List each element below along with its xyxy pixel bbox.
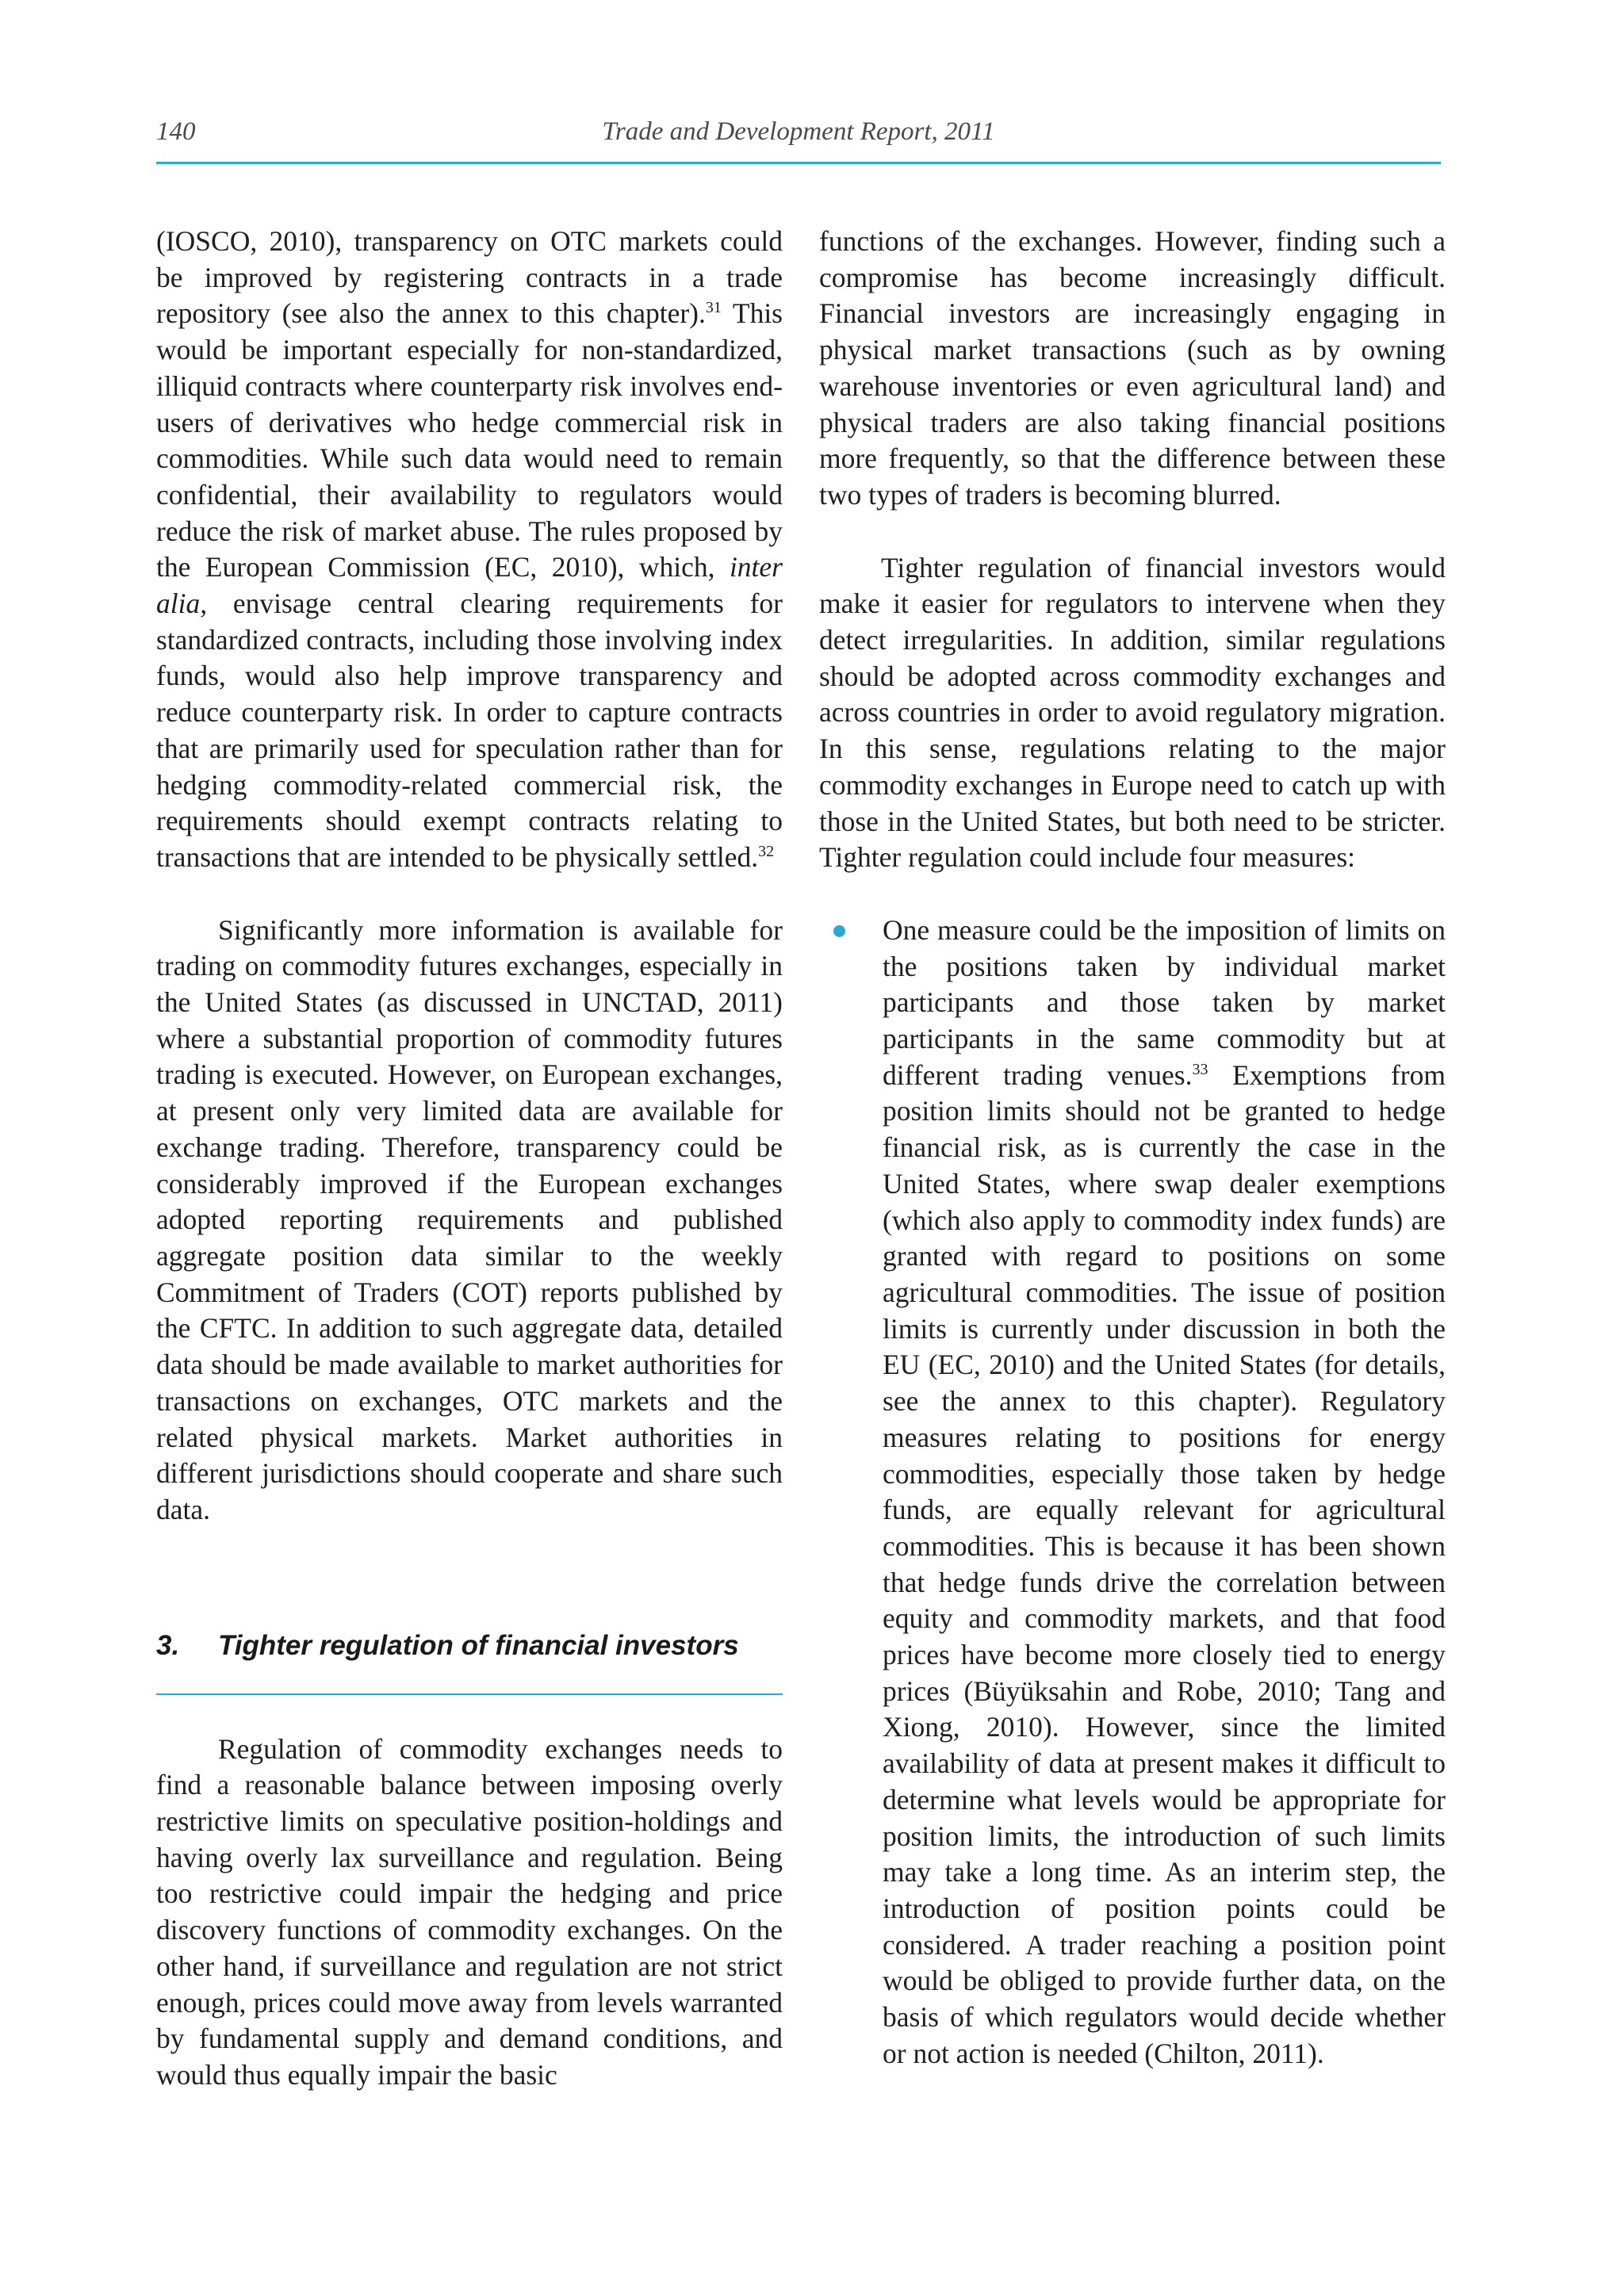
left-column — [156, 224, 783, 2094]
section-number: 3. — [156, 1629, 180, 1661]
footnote-ref-32[interactable]: 32 — [758, 843, 775, 861]
bullet-item-position-limits — [819, 913, 1446, 2072]
paragraph-futures-exchanges: Significantly more information is available for trading on commodity futures exchanges, especially in the United States (as discussed in UNCTAD, 2011) where a substantial proportion of commodity futures trading is executed. However, on European exchanges, at present only very limited data are available for exchange trading. Therefore, transparency could be considerably improved if the European exchanges adopted reporting requirements and published aggregate position data similar to the weekly Commitment of Traders (COT) reports published by the CFTC. In addition to such aggregate data, detailed data should be made available to market authorities for transactions on exchanges, OTC markets and the related physical markets. Market authorities in different jurisdictions should cooperate and share such data. — [156, 913, 783, 1525]
page-number: 140 — [156, 117, 196, 146]
section-title: Tighter regulation of financial investors — [218, 1629, 739, 1661]
right-column — [819, 224, 1446, 2072]
paragraph-regulation-balance: Regulation of commodity exchanges needs to find a reasonable balance between imposing overly restrictive limits on speculative position-holdings and having overly lax surveillance and regulation. Being too restrictive could impair the hedging and price discovery functions of commodity exchanges. On the other hand, if surveillance and regulation are not strict enough, prices could move away from levels warranted by fundamental supply and demand conditions, and would thus equally impair the basic — [156, 1732, 783, 2091]
bullet-text: One measure could be the imposition of limits on the positions taken by individual market participants and those taken by market participants in the same commodity but at different trading venues.$^{33}$ Exemptions from position limits should not be granted to hedge financial risk, as is currently the case in the United States, where swap dealer exemptions (which also apply to commodity index funds) are granted with regard to positions on some agricultural commodities. The issue of position limits is currently under discussion in both the EU (EC, 2010) and the United States (for details, see the annex to this chapter). Regulatory measures relating to positions for energy commodities, especially those taken by hedge funds, are equally relevant for agricultural commodities. This is because it has been shown that hedge funds drive the correlation between equity and commodity markets, and that food prices have become more closely tied to energy prices (Büyüksahin and Robe, 2010; Tang and Xiong, 2010). However, since the limited availability of data at present makes it difficult to determine what levels would be appropriate for position limits, the introduction of such limits may take a long time. As an interim step, the introduction of position points could be considered. A trader reaching a position point would be obliged to provide further data, on the basis of which regulators would decide whether or not action is needed (Chilton, 2011). — [883, 913, 1446, 2069]
page-header — [156, 113, 1441, 164]
footnote-ref-33[interactable]: 33 — [1192, 1060, 1208, 1078]
running-title: Trade and Development Report, 2011 — [602, 117, 995, 146]
bullet-icon — [833, 925, 845, 937]
paragraph-iosco: (IOSCO, 2010), transparency on OTC markets could be improved by registering contracts in a trade repository (see also the annex to this chapter).$^{31}$ This would be important especially for non-standardized, illiquid contracts where counterparty risk involves end-users of derivatives who hedge commercial risk in commodities. While such data would need to remain confidential, their availability to regulators would reduce the risk of market abuse. The rules proposed by the European Commission (EC, 2010), which, inter alia, envisage central clearing requirements for standardized contracts, including those involving index funds, would also help improve transparency and reduce counterparty risk. In order to capture contracts that are primarily used for speculation rather than for hedging commodity-related commercial risk, the requirements should exempt contracts relating to transactions that are intended to be physically settled.$^{32}$ — [156, 225, 783, 873]
footnote-ref-31[interactable]: 31 — [705, 299, 722, 317]
paragraph-exchange-functions: functions of the exchanges. However, finding such a compromise has become increasingly difficult. Financial investors are increasingly engaging in physical market transactions (such as by owning warehouse inventories or even agricultural land) and physical traders are also taking financial positions more frequently, so that the difference between these two types of traders is becoming blurred. — [819, 225, 1446, 511]
section-heading — [156, 1630, 783, 1695]
italic-phrase: inter alia, — [156, 551, 783, 620]
paragraph-tighter-regulation: Tighter regulation of financial investors would make it easier for regulators to intervene when they detect irregularities. In addition, similar regulations should be adopted across commodity exchanges and across countries in order to avoid regulatory migration. In this sense, regulations relating to the major commodity exchanges in Europe need to catch up with those in the United States, but both need to be stricter. Tighter regulation could include four measures: — [819, 551, 1446, 874]
